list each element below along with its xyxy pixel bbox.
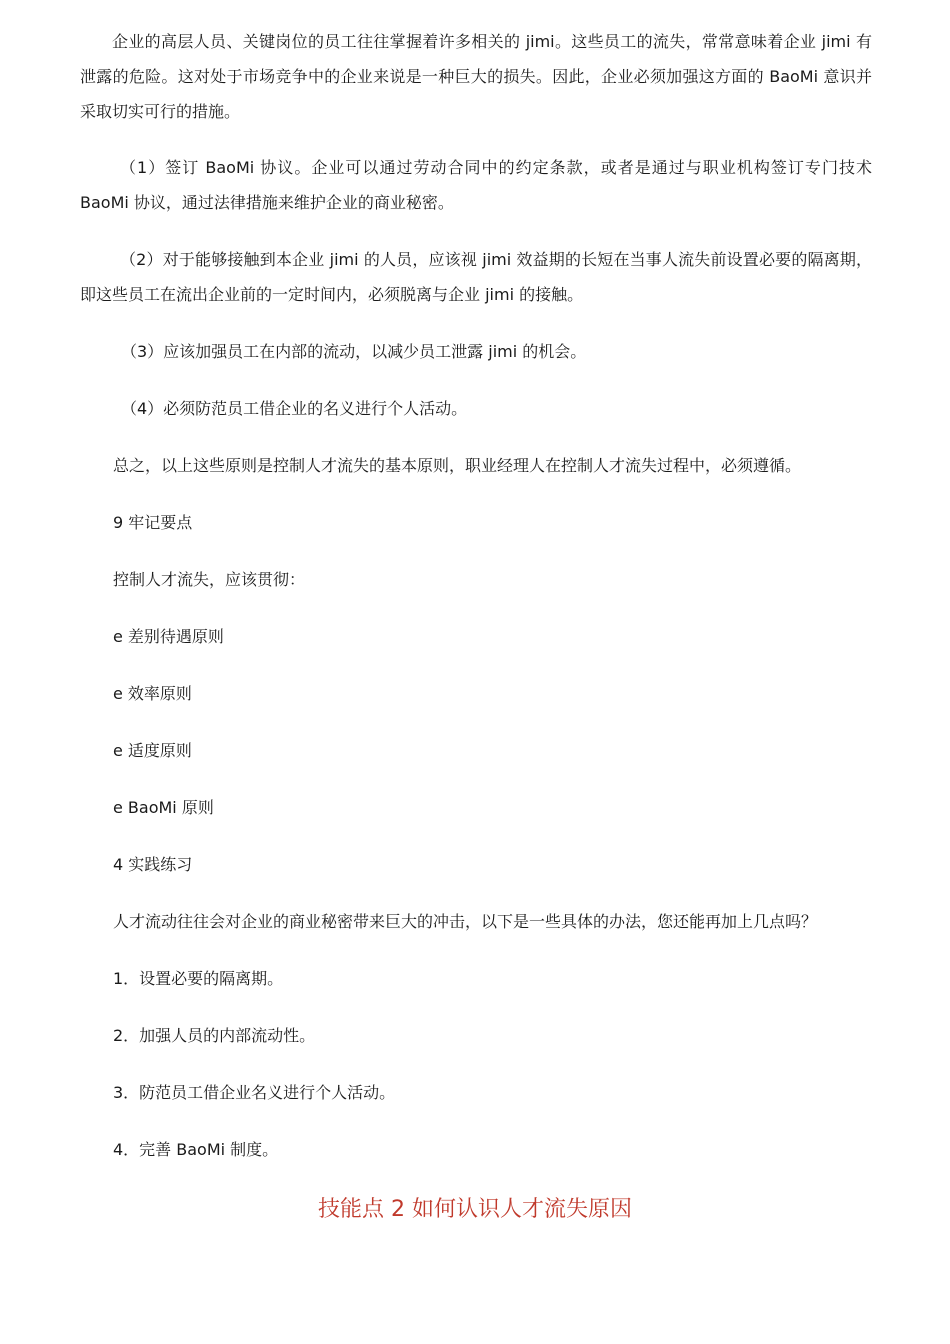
practice-item: 4．完善 BaoMi 制度。 (113, 1140, 279, 1159)
measure-2-paragraph: （2）对于能够接触到本企业 jimi 的人员，应该视 jimi 效益期的长短在当事人流失前设置必要的隔离期，即这些员工在流出企业前的一定时间内，必须脱离与企业 jimi 的接触。 (80, 250, 872, 304)
measure-3-line: （3）应该加强员工在内部的流动，以减少员工泄露 jimi 的机会。 (121, 342, 587, 361)
summary-line: 总之，以上这些原则是控制人才流失的基本原则，职业经理人在控制人才流失过程中，必须遵循。 (113, 456, 802, 475)
measure-4-line: （4）必须防范员工借企业的名义进行个人活动。 (121, 399, 468, 418)
key-point-item: e 差别待遇原则 (113, 627, 224, 646)
section-title: 技能点 2 如何认识人才流失原因 (318, 1197, 632, 1222)
practice-item: 2．加强人员的内部流动性。 (113, 1026, 316, 1045)
key-point-item: e 适度原则 (113, 741, 192, 760)
practice-item: 1．设置必要的隔离期。 (113, 969, 284, 988)
practice-question: 人才流动往往会对企业的商业秘密带来巨大的冲击，以下是一些具体的办法，您还能再加上几点吗？ (113, 912, 818, 931)
measure-1-paragraph: （1）签订 BaoMi 协议。企业可以通过劳动合同中的约定条款，或者是通过与职业机构签订专门技术 BaoMi 协议，通过法律措施来维护企业的商业秘密。 (80, 158, 872, 212)
practice-heading: 4 实践练习 (113, 855, 193, 874)
key-point-item: e BaoMi 原则 (113, 798, 214, 817)
key-point-item: e 效率原则 (113, 684, 192, 703)
practice-item: 3．防范员工借企业名义进行个人活动。 (113, 1083, 396, 1102)
key-points-lead: 控制人才流失，应该贯彻： (113, 570, 306, 589)
key-points-heading: 9 牢记要点 (113, 513, 193, 532)
intro-paragraph: 企业的高层人员、关键岗位的员工往往掌握着许多相关的 jimi。这些员工的流失，常常意味着企业 jimi 有泄露的危险。这对处于市场竞争中的企业来说是一种巨大的损失。因此，企业必须加强这方面的 BaoMi 意识并采取切实可行的措施。 (80, 32, 872, 121)
